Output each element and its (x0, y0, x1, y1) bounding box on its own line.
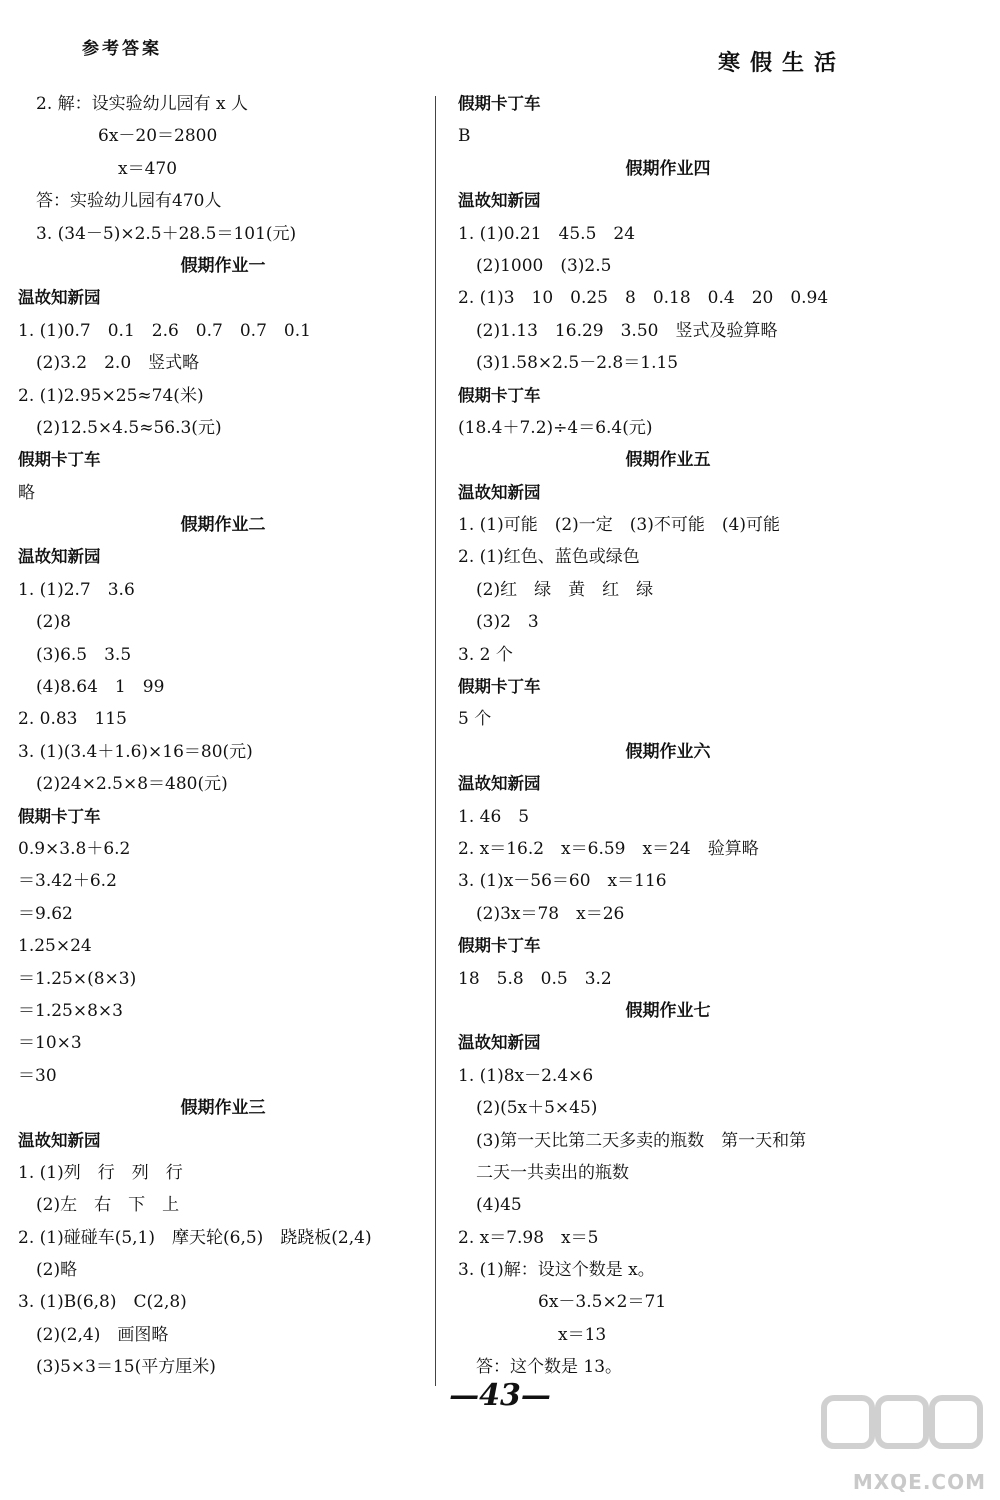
answer-line: 二天一共卖出的瓶数 (476, 1162, 629, 1183)
answer-line: (2)8 (36, 612, 71, 633)
answer-line: 2. x＝16.2 x＝6.59 x＝24 验算略 (458, 838, 759, 859)
answer-line: (2)3x＝78 x＝26 (476, 903, 625, 924)
answer-line: 答：实验幼儿园有470人 (36, 191, 222, 212)
answer-line: 3. (34－5)×2.5＋28.5＝101(元) (36, 223, 297, 244)
header-answer-key-label: 参考答案 (82, 39, 162, 59)
answer-line: (3)第一天比第二天多卖的瓶数 第一天和第 (476, 1130, 807, 1151)
subsection-heading: 温故知新园 (458, 191, 541, 211)
answer-line: 2. 0.83 115 (18, 709, 127, 730)
section-title: 假期作业五 (625, 450, 711, 471)
subsection-heading: 假期卡丁车 (458, 677, 541, 697)
answer-line: 2. (1)3 10 0.25 8 0.18 0.4 20 0.94 (458, 288, 829, 309)
answer-line: (2)左 右 下 上 (36, 1195, 180, 1216)
answer-line: (3)6.5 3.5 (36, 644, 132, 665)
answer-line: (2)红 绿 黄 红 绿 (476, 579, 654, 600)
subsection-heading: 假期卡丁车 (458, 385, 541, 405)
section-title: 假期作业七 (625, 1000, 711, 1021)
subsection-heading: 假期卡丁车 (458, 94, 541, 113)
page-number: —43— (449, 1378, 551, 1413)
answer-line: 1. (1)列 行 列 行 (18, 1162, 183, 1183)
header-book-title: 寒假生活 (718, 51, 847, 76)
answer-line: 3. (1)x－56＝60 x＝116 (458, 871, 667, 892)
left-column (18, 88, 428, 1384)
answer-line: 6x－20＝2800 (98, 126, 218, 147)
subsection-heading: 温故知新园 (458, 774, 541, 794)
answer-line: 18 5.8 0.5 3.2 (458, 968, 612, 989)
answer-line: (2)3.2 2.0 竖式略 (36, 353, 200, 374)
answer-line: (2)(2,4) 画图略 (36, 1324, 169, 1345)
answer-line: ＝30 (18, 1065, 57, 1086)
subsection-heading: 温故知新园 (18, 547, 101, 567)
answer-line: 1.25×24 (18, 936, 92, 957)
right-column (458, 88, 878, 1384)
answer-line: x＝470 (118, 158, 178, 179)
subsection-heading: 温故知新园 (18, 1130, 101, 1150)
answer-line: 答：这个数是 13。 (476, 1357, 623, 1378)
answer-line: 3. (1)(3.4＋1.6)×16＝80(元) (18, 741, 253, 762)
watermark-text: MXQE.COM (852, 1470, 986, 1494)
answer-line: 1. (1)8x－2.4×6 (458, 1065, 594, 1086)
answer-line: ＝9.62 (18, 903, 73, 924)
subsection-heading: 温故知新园 (458, 482, 541, 502)
answer-line: (4)8.64 1 99 (36, 677, 165, 698)
answer-line: 3. (1)解：设这个数是 x。 (458, 1260, 655, 1281)
subsection-heading: 温故知新园 (458, 1033, 541, 1053)
answer-line: 3. (1)B(6,8) C(2,8) (18, 1292, 187, 1313)
answer-line: (2)24×2.5×8＝480(元) (36, 774, 228, 795)
section-title: 假期作业二 (180, 515, 266, 536)
answer-line: (2)1000 (3)2.5 (476, 255, 612, 276)
answer-line: 1. (1)2.7 3.6 (18, 579, 135, 600)
answer-line: (2)略 (36, 1260, 78, 1281)
answer-line: (3)2 3 (476, 612, 539, 633)
subsection-heading: 假期卡丁车 (18, 806, 101, 826)
answer-line: 2. 解：设实验幼儿园有 x 人 (36, 94, 249, 114)
answer-line: (2)12.5×4.5≈56.3(元) (36, 417, 222, 438)
answer-line: ＝1.25×(8×3) (18, 968, 137, 989)
answer-line: 1. (1)0.7 0.1 2.6 0.7 0.7 0.1 (18, 320, 311, 341)
section-title: 假期作业一 (180, 255, 266, 276)
answer-line: 3. 2 个 (458, 644, 513, 665)
answer-line: ＝10×3 (18, 1033, 82, 1054)
answer-line: (3)5×3＝15(平方厘米) (36, 1357, 216, 1378)
section-title: 假期作业四 (625, 158, 711, 179)
answer-line: 1. (1)0.21 45.5 24 (458, 223, 636, 244)
answer-line: 1. (1)可能 (2)一定 (3)不可能 (4)可能 (458, 515, 780, 536)
answer-line: 2. (1)碰碰车(5,1) 摩天轮(6,5) 跷跷板(2,4) (18, 1227, 372, 1248)
answer-line: 2. (1)红色、蓝色或绿色 (458, 547, 640, 568)
answer-line: 2. x＝7.98 x＝5 (458, 1227, 599, 1248)
subsection-heading: 假期卡丁车 (18, 450, 101, 470)
answer-line: 5 个 (458, 709, 492, 730)
answer-line: 1. 46 5 (458, 806, 530, 827)
answer-line: (2)1.13 16.29 3.50 竖式及验算略 (476, 320, 778, 341)
answer-line: (18.4＋7.2)÷4＝6.4(元) (458, 417, 653, 438)
answer-line: ＝3.42＋6.2 (18, 871, 117, 892)
answer-line: ＝1.25×8×3 (18, 1000, 123, 1021)
answer-line: (4)45 (476, 1195, 522, 1216)
answer-line: 0.9×3.8＋6.2 (18, 838, 131, 859)
answer-line: x＝13 (558, 1324, 607, 1345)
answer-line: 2. (1)2.95×25≈74(米) (18, 385, 204, 406)
answer-line: (3)1.58×2.5－2.8＝1.15 (476, 353, 679, 374)
subsection-heading: 假期卡丁车 (458, 936, 541, 956)
section-title: 假期作业三 (180, 1098, 266, 1119)
answer-line: 略 (18, 482, 35, 503)
answer-line: 6x－3.5×2＝71 (538, 1292, 667, 1313)
answer-line: B (458, 126, 471, 147)
column-divider (435, 96, 436, 1386)
section-title: 假期作业六 (625, 741, 711, 762)
subsection-heading: 温故知新园 (18, 288, 101, 308)
answer-line: (2)(5x＋5×45) (476, 1098, 598, 1119)
